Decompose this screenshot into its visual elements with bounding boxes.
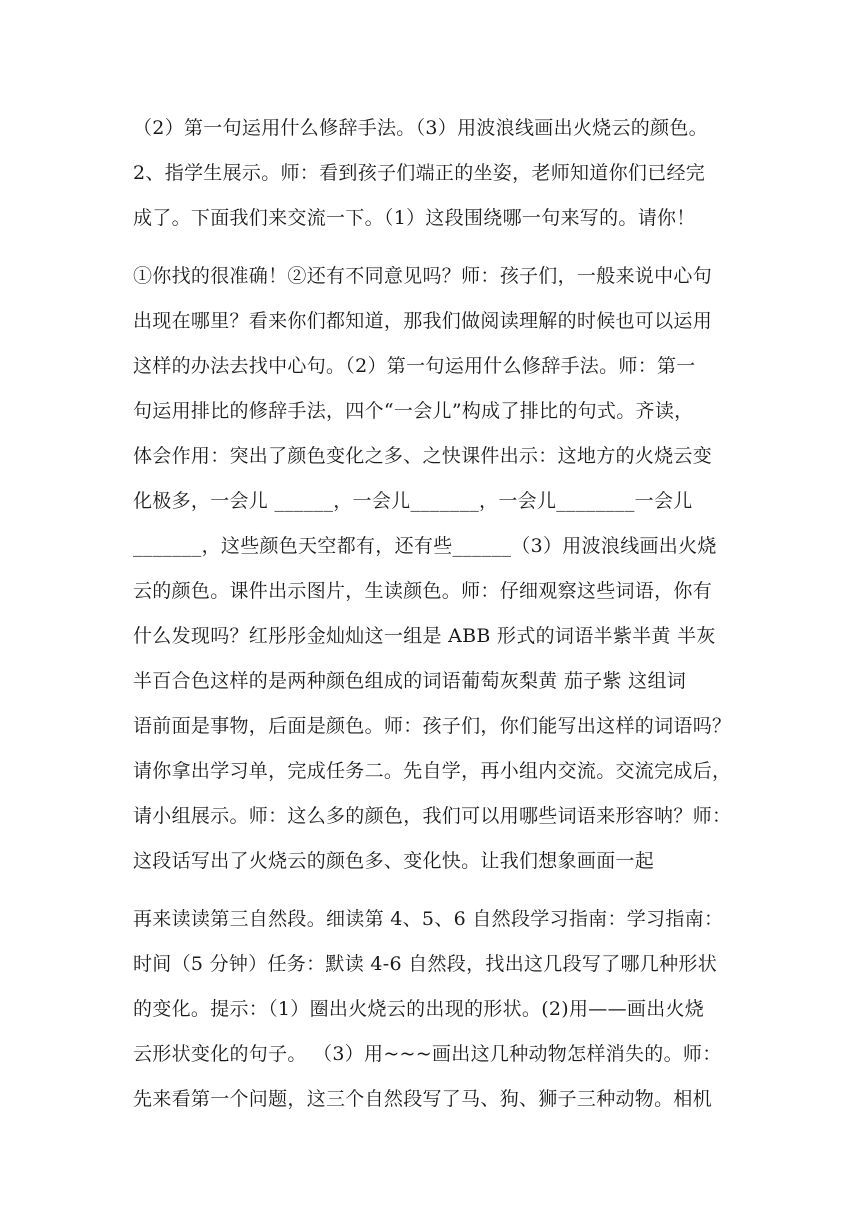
text-line: 的变化。提示：（1）圈出火烧云的出现的形状。(2)用——画出火烧 (133, 998, 705, 1020)
text-line: 请小组展示。师：这么多的颜色，我们可以用哪些词语来形容呐？师： (133, 805, 732, 827)
text-line: 2、指学生展示。师：看到孩子们端正的坐姿，老师知道你们已经完 (133, 162, 706, 184)
text-line: 时间（5 分钟）任务：默读 4-6 自然段，找出这几段写了哪几种形状 (133, 953, 718, 975)
text-line: 出现在哪里？看来你们都知道，那我们做阅读理解的时候也可以运用 (133, 310, 713, 332)
text-line: 云形状变化的句子。 （3）用~~~画出这几种动物怎样消失的。师： (133, 1043, 722, 1065)
text-line: 再来读读第三自然段。细读第 4、5、6 自然段学习指南：学习指南： (133, 908, 724, 930)
text-line: 句运用排比的修辞手法，四个“一会儿”构成了排比的句式。齐读， (133, 400, 694, 422)
text-line: （2）第一句运用什么修辞手法。（3）用波浪线画出火烧云的颜色。 (133, 117, 708, 139)
text-line: 成了。下面我们来交流一下。（1）这段围绕哪一句来写的。请你！ (133, 207, 696, 229)
text-line: 语前面是事物，后面是颜色。师：孩子们，你们能写出这样的词语吗？ (133, 715, 732, 737)
text-line: 这段话写出了火烧云的颜色多、变化快。让我们想象画面一起 (133, 850, 655, 872)
text-line: 体会作用：突出了颜色变化之多、之快课件出示：这地方的火烧云变 (133, 445, 713, 467)
text-line: _______，这些颜色天空都有，还有些______（3）用波浪线画出火烧 (133, 535, 717, 557)
text-line: 先来看第一个问题，这三个自然段写了马、狗、狮子三种动物。相机 (133, 1088, 713, 1110)
text-line: 云的颜色。课件出示图片，生读颜色。师：仔细观察这些词语，你有 (133, 580, 713, 602)
text-line: 什么发现吗？红彤彤金灿灿这一组是 ABB 形式的词语半紫半黄 半灰 (133, 625, 716, 647)
text-line: 半百合色这样的是两种颜色组成的词语葡萄灰梨黄 茄子紫 这组词 (133, 670, 687, 692)
text-line: 化极多，一会儿 ______，一会儿_______，一会儿________一会儿 (133, 490, 693, 512)
text-line: ①你找的很准确！②还有不同意见吗？师：孩子们，一般来说中心句 (133, 265, 713, 287)
text-line: 请你拿出学习单，完成任务二。先自学，再小组内交流。交流完成后， (133, 760, 732, 782)
text-line: 这样的办法去找中心句。（2）第一句运用什么修辞手法。师：第一 (133, 355, 696, 377)
